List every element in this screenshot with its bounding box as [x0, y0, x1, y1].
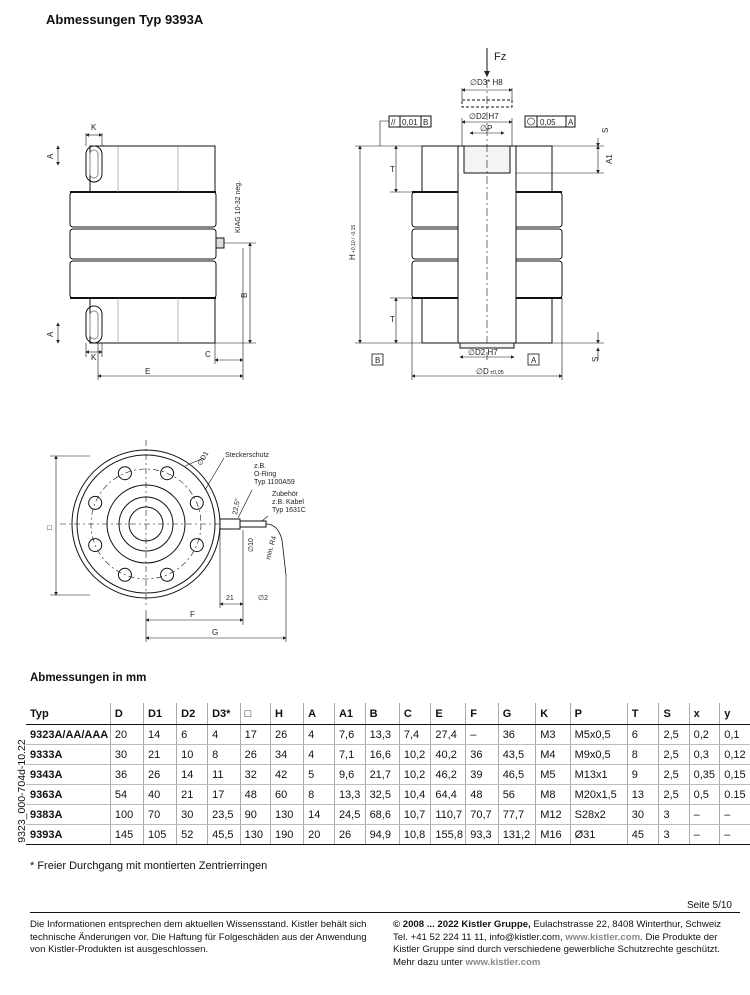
table-cell: 190: [270, 825, 303, 845]
table-cell: 155,8: [431, 825, 466, 845]
table-cell: 110,7: [431, 805, 466, 825]
table-cell: 0,5: [689, 785, 720, 805]
table-cell: 45: [627, 825, 659, 845]
table-cell: 145: [110, 825, 143, 845]
table-cell: 3: [659, 805, 689, 825]
column-header: C: [399, 703, 431, 725]
website-link-2[interactable]: www.kistler.com: [465, 956, 541, 968]
table-cell: 0,35: [689, 765, 720, 785]
table-cell: 70: [144, 805, 177, 825]
e-label: E: [145, 367, 151, 376]
p-label: ∅P: [480, 124, 493, 133]
table-cell: 0,15: [720, 765, 750, 785]
table-cell: 9343A: [26, 765, 110, 785]
table-cell: S28x2: [570, 805, 627, 825]
column-header: y: [720, 703, 750, 725]
dim-21-label: 21: [226, 595, 234, 602]
svg-text://: //: [391, 118, 396, 127]
table-cell: 8: [304, 785, 335, 805]
kiag-label: KIAG 10-32 neg.: [235, 180, 242, 233]
table-cell: 131,2: [498, 825, 536, 845]
d3-label: ∅D3* H8: [470, 78, 503, 87]
table-row: [26, 725, 750, 745]
copyright-bold: © 2008 ... 2022 Kistler Gruppe,: [393, 919, 531, 930]
kabel-note-2: z.B. Kabel: [272, 499, 304, 506]
table-cell: 9393A: [26, 825, 110, 845]
column-header: x: [689, 703, 720, 725]
table-cell: 130: [240, 825, 270, 845]
table-cell: 10,4: [399, 785, 431, 805]
table-cell: 17: [240, 725, 270, 745]
radius-label: min. R4: [265, 535, 279, 561]
table-cell: 4: [304, 745, 335, 765]
table-cell: 10: [177, 745, 208, 765]
g-label: G: [212, 628, 219, 637]
copyright-contact: Tel. +41 52 224 11 11, info@kistler.com,: [393, 931, 566, 943]
table-cell: 30: [627, 805, 659, 825]
table-cell: –: [689, 825, 720, 845]
table-cell: M5: [536, 765, 570, 785]
copyright-rest: . Die Produkte der Kistler Gruppe sind durch verschiedene gewerbliche Schutzrechte geschützt. Mehr dazu unter: [393, 931, 720, 968]
angle-label: 22,5°: [232, 497, 242, 516]
table-cell: 0,12: [720, 745, 750, 765]
table-cell: –: [466, 725, 498, 745]
column-header: B: [365, 703, 399, 725]
column-header: H: [270, 703, 303, 725]
table-cell: –: [720, 825, 750, 845]
datum-a: A: [531, 356, 537, 365]
table-cell: M16: [536, 825, 570, 845]
table-cell: 9,6: [334, 765, 365, 785]
disclaimer: Die Informationen entsprechen dem aktuellen Wissensstand. Kistler behält sich technische Änderungen vor. Die Haftung für Folgeschäden aus der Anwendung von Kistler-Produkten ist ausgeschlossen.: [30, 919, 367, 956]
table-cell: M8: [536, 785, 570, 805]
table-cell: 45,5: [208, 825, 240, 845]
table-row: [26, 825, 750, 845]
table-cell: 8: [208, 745, 240, 765]
a-label-top: A: [46, 153, 55, 159]
table-cell: 2,5: [659, 745, 689, 765]
table-cell: 0.15: [720, 785, 750, 805]
table-cell: 77,7: [498, 805, 536, 825]
h-label: H: [348, 254, 357, 260]
column-header: A1: [334, 703, 365, 725]
table-cell: 46,5: [498, 765, 536, 785]
table-cell: 90: [240, 805, 270, 825]
table-cell: 16,6: [365, 745, 399, 765]
table-cell: M13x1: [570, 765, 627, 785]
side-view-left: [58, 133, 256, 380]
table-cell: M3: [536, 725, 570, 745]
column-header: T: [627, 703, 659, 725]
table-cell: 13,3: [365, 725, 399, 745]
table-cell: 10,7: [399, 805, 431, 825]
datum-b: B: [375, 356, 381, 365]
table-cell: 9363A: [26, 785, 110, 805]
table-cell: M4: [536, 745, 570, 765]
table-body: [26, 725, 750, 845]
table-cell: 94,9: [365, 825, 399, 845]
table-cell: M20x1,5: [570, 785, 627, 805]
table-cell: 27,4: [431, 725, 466, 745]
table-cell: 42: [270, 765, 303, 785]
section-view-right: [355, 48, 604, 380]
t-label-bottom: T: [390, 315, 395, 324]
column-header: D1: [144, 703, 177, 725]
table-row: [26, 745, 750, 765]
position-ref: A: [568, 118, 574, 127]
table-cell: 30: [177, 805, 208, 825]
table-cell: 48: [466, 785, 498, 805]
table-cell: 9333A: [26, 745, 110, 765]
k-label-bottom: K: [91, 353, 97, 362]
table-cell: 20: [110, 725, 143, 745]
a-label-bottom: A: [46, 331, 55, 337]
column-header: S: [659, 703, 689, 725]
table-header-row: [26, 703, 750, 725]
table-cell: 60: [270, 785, 303, 805]
table-cell: 6: [627, 725, 659, 745]
dim-10-label: ∅10: [248, 538, 255, 552]
column-header: G: [498, 703, 536, 725]
f-label: F: [190, 610, 195, 619]
table-cell: 8: [627, 745, 659, 765]
table-cell: M5x0,5: [570, 725, 627, 745]
table-cell: 10,2: [399, 765, 431, 785]
table-cell: 105: [144, 825, 177, 845]
footer-rule: [30, 912, 740, 913]
table-row: [26, 805, 750, 825]
table-cell: 43,5: [498, 745, 536, 765]
table-cell: 2,5: [659, 785, 689, 805]
table-cell: 10,2: [399, 745, 431, 765]
t-label-top: T: [390, 165, 395, 174]
table-cell: 9323A/AA/AAA: [26, 725, 110, 745]
table-cell: 39: [466, 765, 498, 785]
column-header: D: [110, 703, 143, 725]
table-cell: 13: [627, 785, 659, 805]
column-header: K: [536, 703, 570, 725]
page-title: Abmessungen Typ 9393A: [46, 12, 204, 27]
table-cell: 10,8: [399, 825, 431, 845]
table-cell: 54: [110, 785, 143, 805]
copyright-address: Eulachstrasse 22, 8408 Winterthur, Schweiz: [530, 919, 722, 930]
copyright: [393, 919, 738, 969]
column-header: D2: [177, 703, 208, 725]
table-cell: 7,6: [334, 725, 365, 745]
table-cell: 40,2: [431, 745, 466, 765]
table-cell: 6: [177, 725, 208, 745]
table-cell: 21: [177, 785, 208, 805]
table-cell: 21: [144, 745, 177, 765]
column-header: P: [570, 703, 627, 725]
table-cell: 2,5: [659, 725, 689, 745]
position-tolerance: 0,05: [540, 118, 556, 127]
column-header: A: [304, 703, 335, 725]
table-cell: 7,4: [399, 725, 431, 745]
table-cell: 24,5: [334, 805, 365, 825]
table-cell: 32,5: [365, 785, 399, 805]
table-cell: 20: [304, 825, 335, 845]
table-cell: M12: [536, 805, 570, 825]
h-tolerance: +0,10 / -0,15: [351, 224, 357, 253]
dim-2-label: ∅2: [258, 595, 268, 602]
s-label-top: S: [601, 127, 610, 133]
column-header: □: [240, 703, 270, 725]
table-row: [26, 765, 750, 785]
table-cell: 0,3: [689, 745, 720, 765]
table-cell: 14: [144, 725, 177, 745]
table-row: [26, 785, 750, 805]
table-cell: 5: [304, 765, 335, 785]
table-cell: 9383A: [26, 805, 110, 825]
d-tolerance: ±0,05: [490, 370, 504, 376]
table-cell: 26: [270, 725, 303, 745]
table-cell: –: [689, 805, 720, 825]
table-cell: 11: [208, 765, 240, 785]
table-cell: 17: [208, 785, 240, 805]
table-cell: 34: [270, 745, 303, 765]
table-cell: 9: [627, 765, 659, 785]
b-label: B: [240, 292, 249, 298]
table-cell: 4: [304, 725, 335, 745]
parallel-tolerance: 0,01: [402, 118, 418, 127]
table-cell: 26: [240, 745, 270, 765]
square-label: □: [45, 525, 54, 530]
kabel-note-1: Zubehör: [272, 491, 299, 498]
d2-label-top: ∅D2 H7: [469, 112, 499, 121]
table-cell: 32: [240, 765, 270, 785]
table-cell: 23,5: [208, 805, 240, 825]
table-cell: 2,5: [659, 765, 689, 785]
column-header: F: [466, 703, 498, 725]
table-cell: 40: [144, 785, 177, 805]
dimensions-table: [26, 703, 750, 845]
table-cell: 130: [270, 805, 303, 825]
table-cell: 14: [177, 765, 208, 785]
table-cell: 56: [498, 785, 536, 805]
a1-label: A1: [605, 154, 614, 164]
d2-label-bottom: ∅D2 H7: [468, 348, 498, 357]
column-header: E: [431, 703, 466, 725]
oring-note-3: Typ 1100A59: [254, 479, 295, 486]
table-cell: 70,7: [466, 805, 498, 825]
table-cell: 0,2: [689, 725, 720, 745]
table-cell: 68,6: [365, 805, 399, 825]
table-cell: 13,3: [334, 785, 365, 805]
document-code: 9323_000-704d-10.22: [16, 739, 28, 843]
table-cell: 0,1: [720, 725, 750, 745]
k-label-top: K: [91, 123, 97, 132]
table-cell: 36: [498, 725, 536, 745]
kabel-note-3: Typ 1631C: [272, 507, 306, 514]
table-cell: 100: [110, 805, 143, 825]
table-cell: 46,2: [431, 765, 466, 785]
table-cell: 52: [177, 825, 208, 845]
table-cell: 26: [144, 765, 177, 785]
column-header: D3*: [208, 703, 240, 725]
table-cell: 21,7: [365, 765, 399, 785]
table-cell: Ø31: [570, 825, 627, 845]
parallel-ref: B: [423, 118, 429, 127]
table-cell: 30: [110, 745, 143, 765]
website-link-1[interactable]: www.kistler.com: [565, 931, 641, 943]
table-cell: 14: [304, 805, 335, 825]
table-cell: 7,1: [334, 745, 365, 765]
column-header: Typ: [26, 703, 110, 725]
table-cell: 4: [208, 725, 240, 745]
force-label: Fz: [494, 51, 507, 63]
s-label-bottom: S: [591, 356, 600, 362]
table-cell: 36: [110, 765, 143, 785]
table-cell: 93,3: [466, 825, 498, 845]
oring-note-2: O-Ring: [254, 471, 277, 478]
table-cell: 36: [466, 745, 498, 765]
d-label: ∅D: [476, 367, 489, 376]
c-label: C: [205, 350, 211, 359]
d1-label: ∅D1: [196, 450, 211, 467]
table-cell: –: [720, 805, 750, 825]
table-cell: 48: [240, 785, 270, 805]
oring-note-1: z.B.: [254, 463, 267, 470]
footnote: * Freier Durchgang mit montierten Zentrierringen: [30, 860, 268, 872]
table-cell: 3: [659, 825, 689, 845]
table-cell: 26: [334, 825, 365, 845]
steckerschutz-label: Steckerschutz: [225, 452, 269, 459]
table-cell: 64,4: [431, 785, 466, 805]
page-number: Seite 5/10: [686, 900, 732, 911]
table-cell: M9x0,5: [570, 745, 627, 765]
dimensions-heading: Abmessungen in mm: [30, 672, 147, 684]
